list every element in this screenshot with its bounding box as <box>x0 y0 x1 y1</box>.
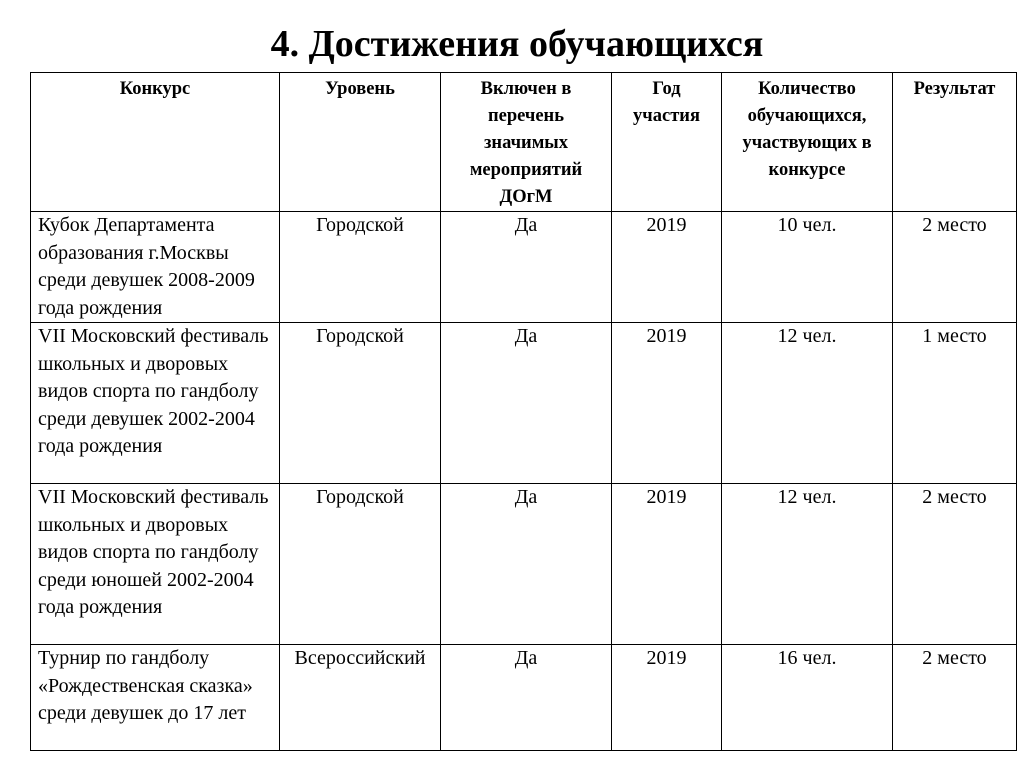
page-title: 4. Достижения обучающихся <box>270 23 764 65</box>
cell-contest: Турнир по гандболу «Рождественская сказка» среди девушек до 17 лет <box>31 645 280 751</box>
cell-included: Да <box>441 323 612 484</box>
cell-level: Городской <box>280 484 441 645</box>
cell-year: 2019 <box>612 645 722 751</box>
table-row <box>31 484 1017 645</box>
table-header-row <box>31 73 1017 212</box>
header-year: Год участия <box>612 73 722 212</box>
cell-count: 12 чел. <box>722 323 893 484</box>
cell-included: Да <box>441 212 612 323</box>
cell-level: Городской <box>280 212 441 323</box>
table-row <box>31 645 1017 751</box>
cell-count: 10 чел. <box>722 212 893 323</box>
cell-year: 2019 <box>612 323 722 484</box>
cell-year: 2019 <box>612 484 722 645</box>
cell-result: 1 место <box>893 323 1017 484</box>
header-contest: Конкурс <box>31 73 280 212</box>
header-result: Результат <box>893 73 1017 212</box>
cell-result: 2 место <box>893 645 1017 751</box>
cell-year: 2019 <box>612 212 722 323</box>
cell-result: 2 место <box>893 484 1017 645</box>
achievements-table <box>30 72 1017 751</box>
header-level: Уровень <box>280 73 441 212</box>
table-row <box>31 323 1017 484</box>
table-row <box>31 212 1017 323</box>
cell-result: 2 место <box>893 212 1017 323</box>
cell-contest: Кубок Департамента образования г.Москвы среди девушек 2008-2009 года рождения <box>31 212 280 323</box>
cell-included: Да <box>441 484 612 645</box>
cell-count: 16 чел. <box>722 645 893 751</box>
header-count: Количество обучающихся, участвующих в конкурсе <box>722 73 893 212</box>
cell-level: Городской <box>280 323 441 484</box>
cell-included: Да <box>441 645 612 751</box>
header-included: Включен в перечень значимых мероприятий ДОгМ <box>441 73 612 212</box>
cell-contest: VII Московский фестиваль школьных и дворовых видов спорта по гандболу среди юношей 2002-2004 года рождения <box>31 484 280 645</box>
cell-count: 12 чел. <box>722 484 893 645</box>
cell-level: Всероссийский <box>280 645 441 751</box>
cell-contest: VII Московский фестиваль школьных и дворовых видов спорта по гандболу среди девушек 2002-2004 года рождения <box>31 323 280 484</box>
